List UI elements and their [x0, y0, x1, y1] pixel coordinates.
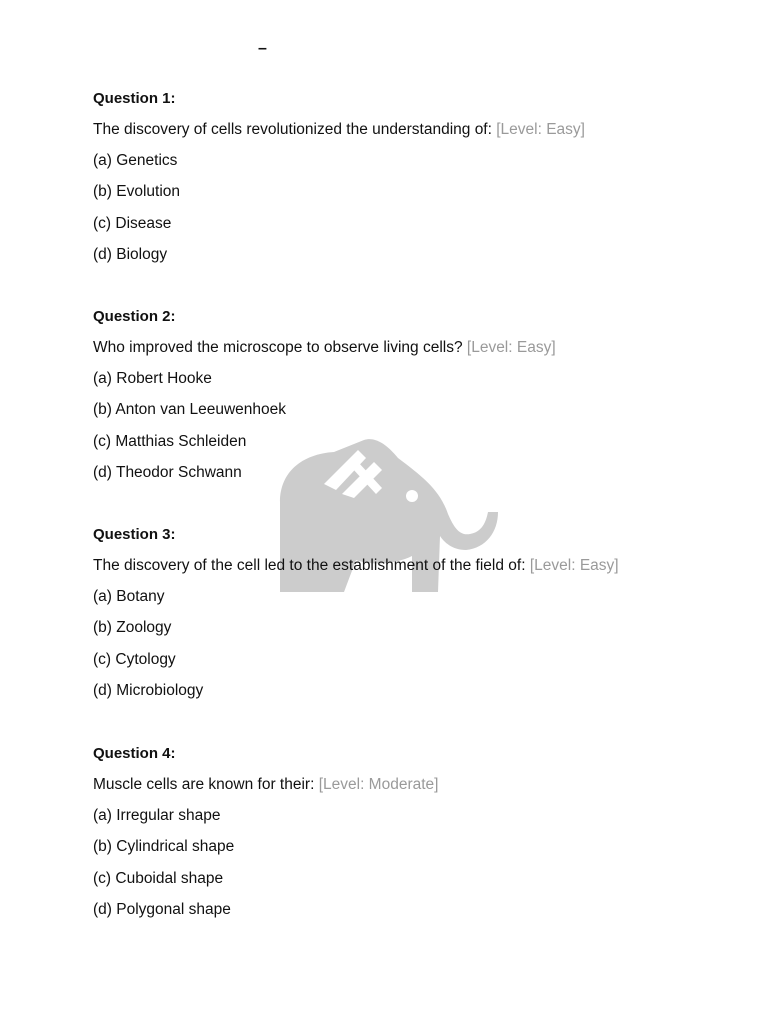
question-heading: Question 1:: [93, 90, 176, 107]
answer-option: (b) Anton van Leeuwenhoek: [93, 401, 287, 419]
question-block: [93, 307, 743, 494]
question-heading: Question 4:: [93, 745, 176, 762]
answer-option: (b) Zoology: [93, 619, 172, 637]
answer-option: (a) Robert Hooke: [93, 370, 212, 388]
answer-option: (d) Microbiology: [93, 681, 204, 699]
answer-option: (a) Genetics: [93, 152, 178, 170]
header-mark: –: [258, 40, 267, 57]
question-text: The discovery of cells revolutionized the understanding of:: [93, 121, 492, 138]
question-block: [93, 89, 743, 276]
answer-option: (c) Cuboidal shape: [93, 869, 224, 887]
question-heading: Question 2:: [93, 308, 176, 325]
question-text-line: [93, 338, 743, 369]
answer-option: (d) Polygonal shape: [93, 900, 231, 918]
answer-option: (d) Biology: [93, 245, 168, 263]
question-block: [93, 744, 743, 931]
difficulty-level: [Level: Easy]: [466, 339, 556, 356]
difficulty-level: [Level: Easy]: [496, 121, 585, 138]
answer-option: (a) Irregular shape: [93, 807, 221, 825]
answer-option: (b) Cylindrical shape: [93, 838, 235, 856]
answer-option: (a) Botany: [93, 588, 165, 606]
answer-option: (c) Matthias Schleiden: [93, 432, 247, 450]
question-heading: Question 3:: [93, 526, 176, 543]
answer-option: (c) Cytology: [93, 650, 176, 668]
question-text-line: [93, 120, 743, 151]
difficulty-level: [Level: Easy]: [529, 557, 619, 574]
difficulty-level: [Level: Moderate]: [318, 776, 439, 793]
question-text: Who improved the microscope to observe living cells?: [93, 339, 463, 356]
answer-option: (d) Theodor Schwann: [93, 463, 242, 481]
question-text: Muscle cells are known for their:: [93, 776, 315, 793]
question-text-line: [93, 556, 743, 587]
question-text: The discovery of the cell led to the establishment of the field of:: [93, 557, 526, 574]
question-text-line: [93, 775, 743, 806]
answer-option: (c) Disease: [93, 214, 172, 232]
answer-option: (b) Evolution: [93, 183, 181, 201]
question-block: [93, 525, 743, 712]
